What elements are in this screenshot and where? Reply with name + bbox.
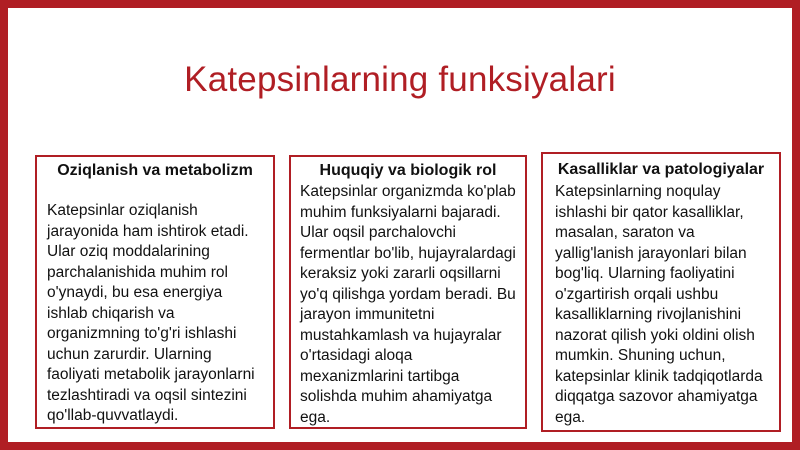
card-heading: Kasalliklar va patologiyalar: [557, 161, 765, 178]
card-nutrition-metabolism: [35, 155, 275, 429]
card-heading: Huquqiy va biologik rol: [319, 162, 497, 179]
card-diseases-pathologies: [541, 152, 781, 432]
card-heading: Oziqlanish va metabolizm: [57, 162, 253, 179]
card-legal-biological-role: [289, 155, 527, 429]
slide-title: Katepsinlarning funksiyalari: [184, 60, 616, 99]
card-body-text: Katepsinlar organizmda ko'plab muhim funksiyalarni bajaradi. Ular oqsil parchalovchi fermentlar bo'lib, hujayralardagi keraksiz yoki zararli oqsillarni yo'q qilishga yordam beradi. Bu jarayon immunitetni mustahkamlash va hujayralar o'rtasidagi aloqa mexanizmlarini tartibga solishda muhim ahamiyatga ega.: [300, 183, 516, 426]
card-body-text: Katepsinlarning noqulay ishlashi bir qator kasalliklar, masalan, saraton va yallig'lanish jarayonlari bilan bog'liq. Ularning faoliyatini o'zgartirish orqali ushbu kasalliklarning rivojlanishini nazorat qilish yoki oldini olish mumkin. Shuning uchun, katepsinlar klinik tadqiqotlarda diqqatga sazovor ahamiyatga ega.: [555, 183, 763, 426]
card-body-text: Katepsinlar oziqlanish jarayonida ham ishtirok etadi. Ular oziq moddalarining parchalanishida muhim rol o'ynaydi, bu esa energiya ishlab chiqarish va organizmning to'g'ri ishlashi uchun zarurdir. Ularning faoliyati metabolik jarayonlarni tezlashtiradi va oqsil sintezini qo'llab-quvvatlaydi.: [47, 202, 255, 424]
